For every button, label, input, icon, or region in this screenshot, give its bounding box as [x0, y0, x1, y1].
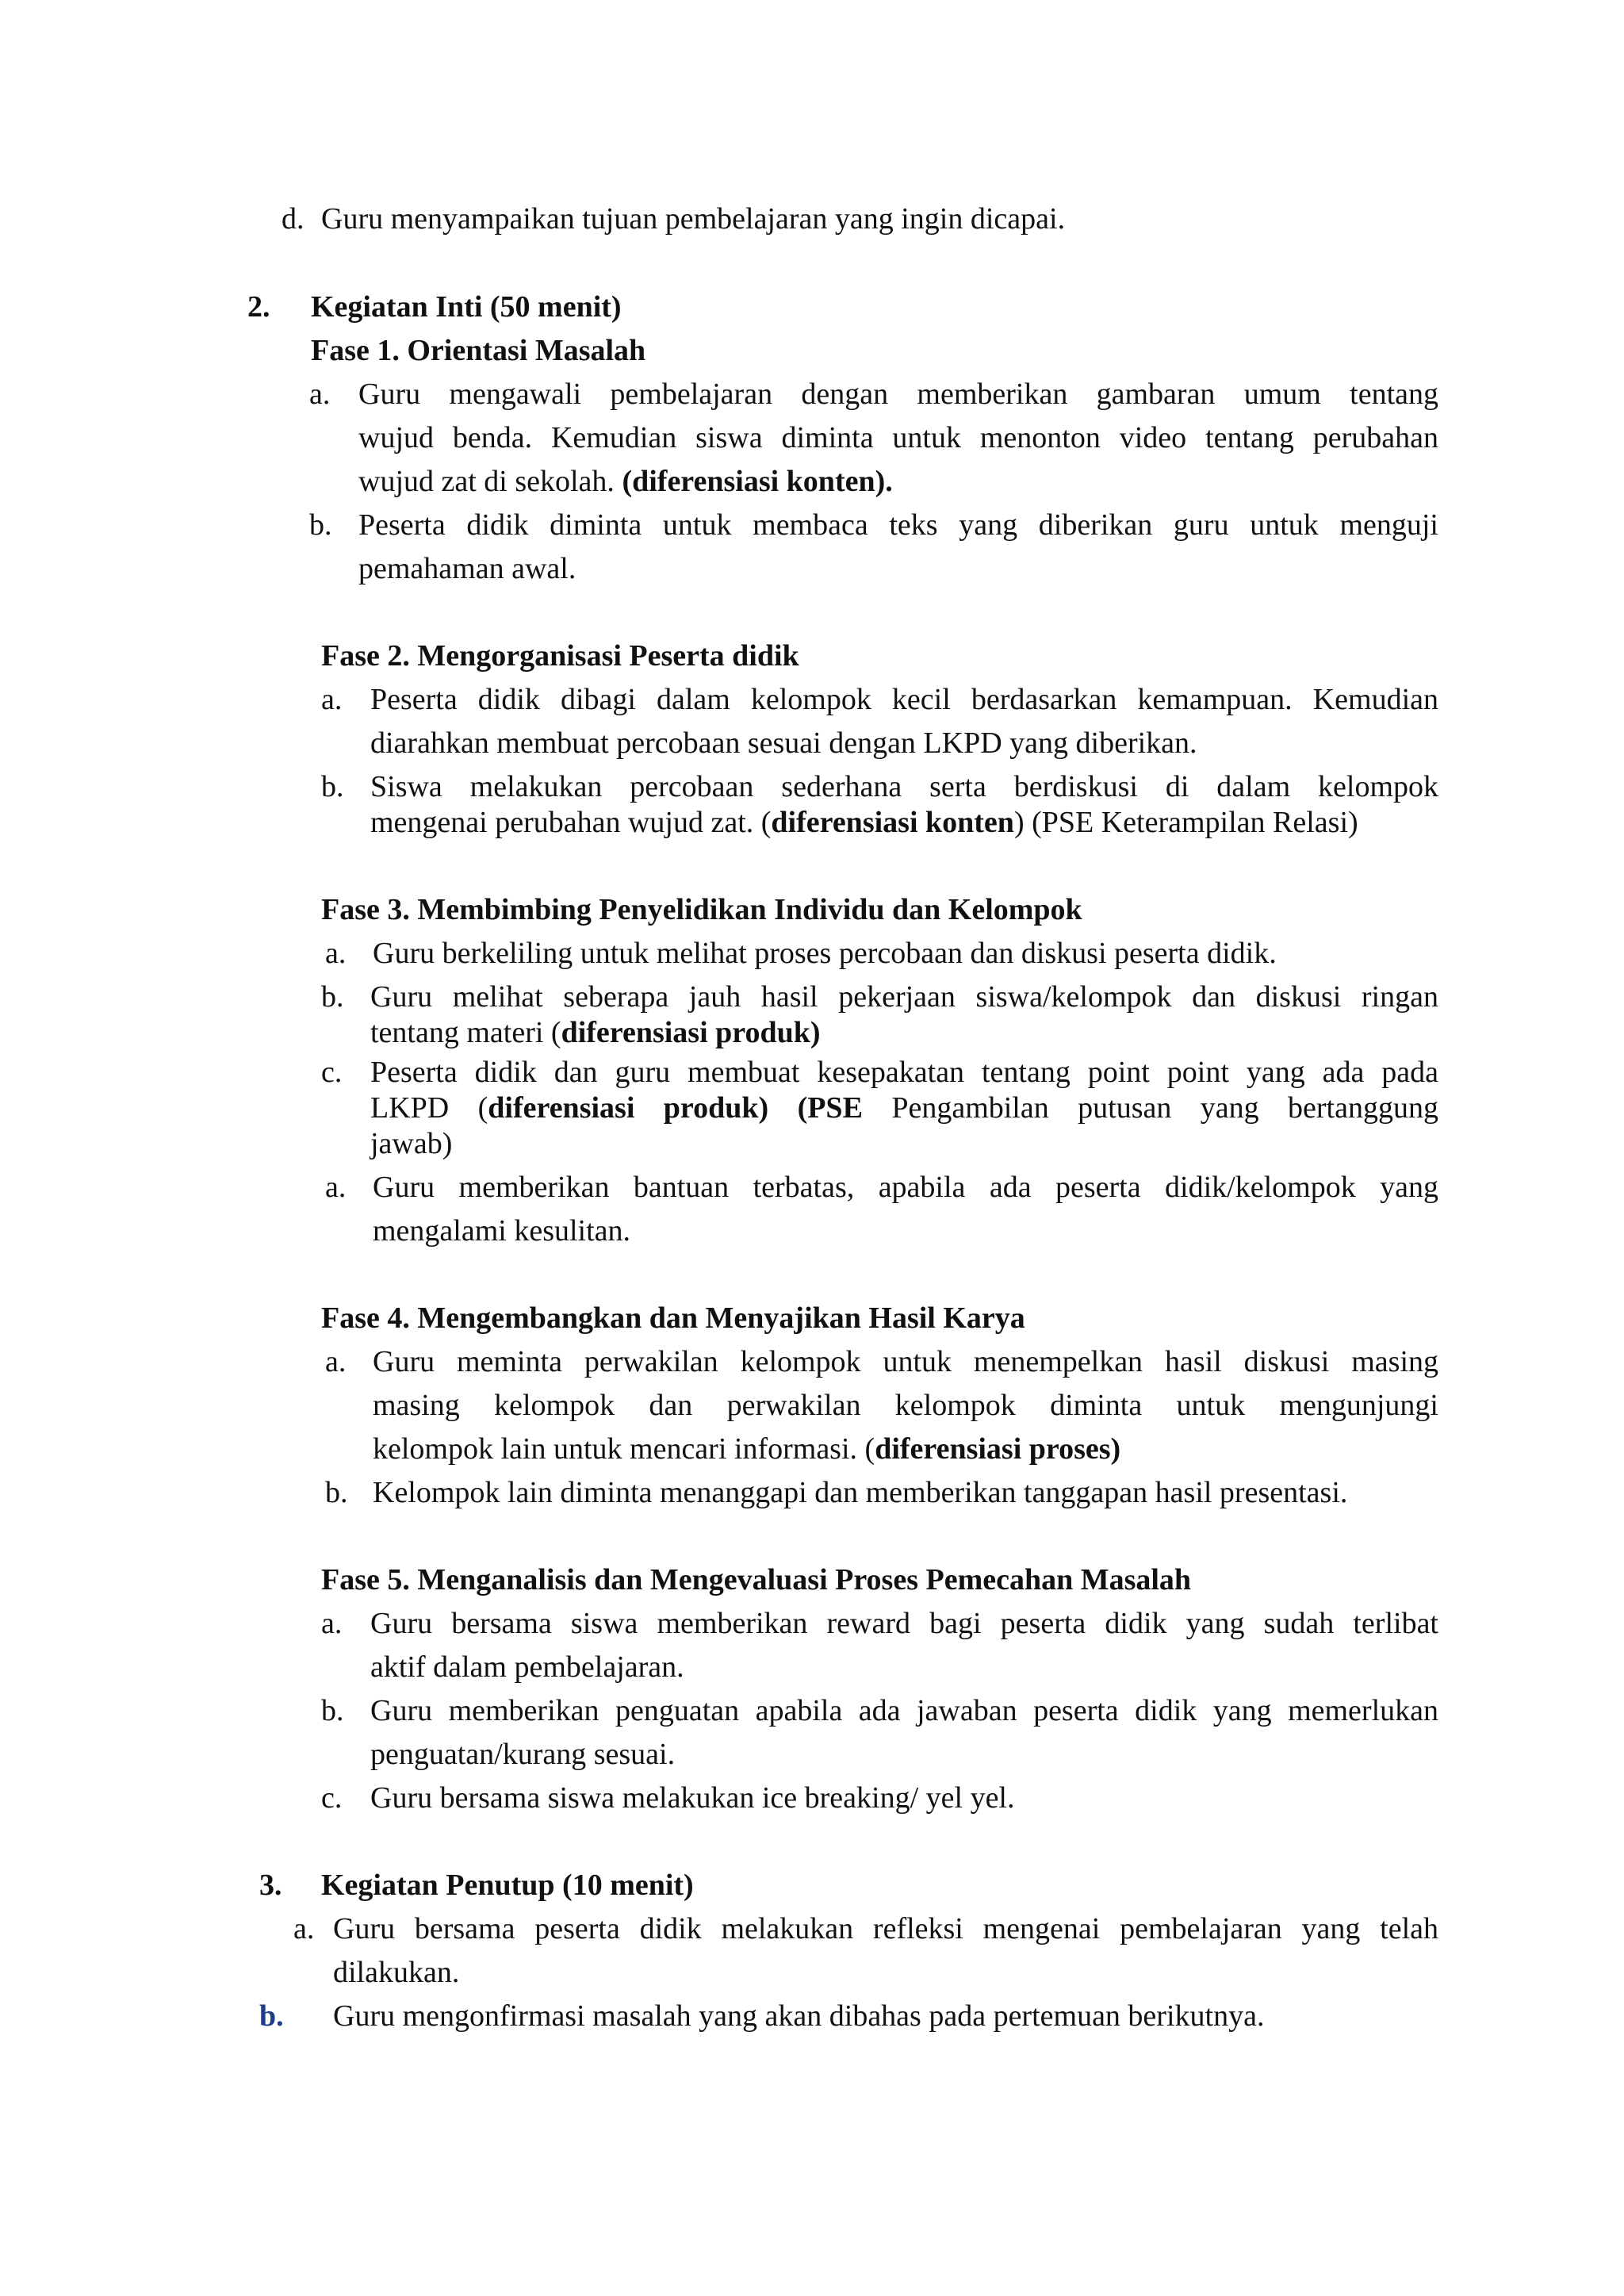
phase-title: Fase 3. Membimbing Penyelidikan Individu dan Kelompok: [321, 893, 1082, 926]
list-label: a.: [321, 683, 343, 716]
list-label: c.: [321, 1056, 343, 1089]
section-number: 2.: [247, 290, 270, 324]
phase-title: Fase 5. Menganalisis dan Mengevaluasi Proses Pemecahan Masalah: [321, 1563, 1192, 1596]
paragraph-line: masing kelompok dan perwakilan kelompok diminta untuk mengunjungi: [373, 1389, 1438, 1422]
paragraph-line: tentang materi (diferensiasi produk): [370, 1016, 821, 1049]
paragraph-line: Guru meminta perwakilan kelompok untuk menempelkan hasil diskusi masing: [373, 1345, 1438, 1378]
paragraph-line: kelompok lain untuk mencari informasi. (diferensiasi proses): [373, 1432, 1121, 1466]
paragraph-line: Guru bersama siswa melakukan ice breaking/ yel yel.: [370, 1781, 1015, 1815]
list-label: b.: [321, 980, 344, 1014]
paragraph-line: Guru memberikan penguatan apabila ada jawaban peserta didik yang memerlukan: [370, 1694, 1438, 1727]
paragraph-line: Guru bersama peserta didik melakukan refleksi mengenai pembelajaran yang telah: [333, 1912, 1438, 1945]
list-label: b.: [325, 1476, 348, 1509]
section-number: 3.: [259, 1869, 282, 1902]
paragraph-line: wujud zat di sekolah. (diferensiasi konten).: [358, 465, 893, 498]
paragraph-line: LKPD (diferensiasi produk) (PSE Pengambilan putusan yang bertanggung: [370, 1091, 1438, 1125]
paragraph-line: jawab): [370, 1127, 453, 1160]
paragraph-line: Guru bersama siswa memberikan reward bagi peserta didik yang sudah terlibat: [370, 1607, 1438, 1640]
paragraph-line: Guru mengawali pembelajaran dengan memberikan gambaran umum tentang: [358, 378, 1438, 411]
phase-title: Fase 4. Mengembangkan dan Menyajikan Hasil Karya: [321, 1301, 1025, 1335]
paragraph-line: Siswa melakukan percobaan sederhana serta berdiskusi di dalam kelompok: [370, 770, 1438, 803]
list-label: a.: [321, 1607, 343, 1640]
list-label: c.: [321, 1781, 343, 1815]
phase-title: Fase 1. Orientasi Masalah: [311, 334, 646, 367]
paragraph-line: Guru mengonfirmasi masalah yang akan dibahas pada pertemuan berikutnya.: [333, 1999, 1265, 2033]
paragraph-line: diarahkan membuat percobaan sesuai dengan LKPD yang diberikan.: [370, 726, 1197, 760]
section-title: Kegiatan Inti (50 menit): [311, 290, 622, 324]
list-label: a.: [325, 937, 347, 970]
paragraph-line: Peserta didik dibagi dalam kelompok kecil berdasarkan kemampuan. Kemudian: [370, 683, 1438, 716]
list-label: a.: [309, 378, 331, 411]
intro-item-d: Guru menyampaikan tujuan pembelajaran yang ingin dicapai.: [321, 202, 1066, 236]
paragraph-line: Peserta didik dan guru membuat kesepakatan tentang point point yang ada pada: [370, 1056, 1438, 1089]
list-label: a.: [325, 1171, 347, 1204]
phase-title: Fase 2. Mengorganisasi Peserta didik: [321, 639, 799, 673]
list-label: d.: [282, 202, 304, 236]
paragraph-line: mengenai perubahan wujud zat. (diferensiasi konten) (PSE Keterampilan Relasi): [370, 806, 1358, 839]
section-title: Kegiatan Penutup (10 menit): [321, 1869, 694, 1902]
list-label: b.: [309, 508, 332, 542]
paragraph-line: Peserta didik diminta untuk membaca teks yang diberikan guru untuk menguji: [358, 508, 1438, 542]
list-label: b.: [321, 770, 344, 803]
paragraph-line: Guru memberikan bantuan terbatas, apabila ada peserta didik/kelompok yang: [373, 1171, 1438, 1204]
paragraph-line: pemahaman awal.: [358, 552, 576, 585]
list-label: b.: [259, 1999, 284, 2033]
paragraph-line: dilakukan.: [333, 1956, 460, 1989]
paragraph-line: mengalami kesulitan.: [373, 1214, 631, 1248]
paragraph-line: wujud benda. Kemudian siswa diminta untuk menonton video tentang perubahan: [358, 421, 1438, 454]
paragraph-line: Guru berkeliling untuk melihat proses percobaan dan diskusi peserta didik.: [373, 937, 1277, 970]
list-label: a.: [325, 1345, 347, 1378]
list-label: b.: [321, 1694, 344, 1727]
paragraph-line: penguatan/kurang sesuai.: [370, 1738, 676, 1771]
paragraph-line: Kelompok lain diminta menanggapi dan memberikan tanggapan hasil presentasi.: [373, 1476, 1348, 1509]
list-label: a.: [293, 1912, 315, 1945]
paragraph-line: Guru melihat seberapa jauh hasil pekerjaan siswa/kelompok dan diskusi ringan: [370, 980, 1438, 1014]
paragraph-line: aktif dalam pembelajaran.: [370, 1650, 684, 1684]
